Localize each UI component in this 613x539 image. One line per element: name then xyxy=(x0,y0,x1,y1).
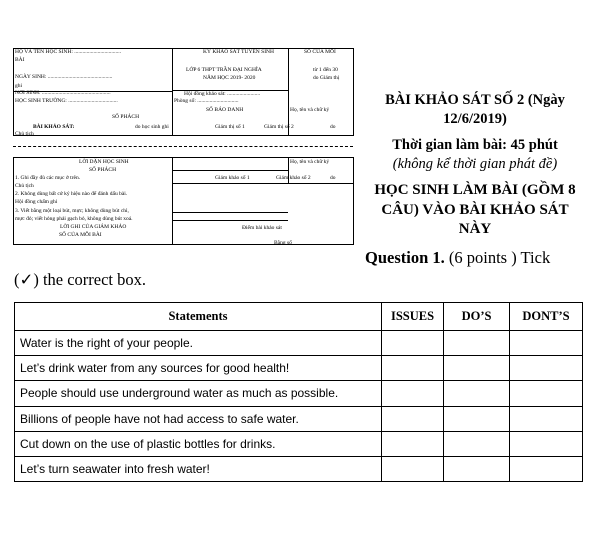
instruction-line3: NÀY xyxy=(458,221,492,237)
answer-table xyxy=(14,302,583,482)
divider xyxy=(172,183,354,184)
hoi-dong: Hội đồng khảo sát: ........................ xyxy=(184,91,261,97)
dos-checkbox[interactable] xyxy=(444,431,510,456)
rule-3: 3. Viết bằng một loại bút, mực; không dùng bút chì, xyxy=(15,208,129,214)
tu-1-den-30: từ 1 đến 30 xyxy=(313,67,338,73)
dos-checkbox[interactable] xyxy=(444,356,510,381)
lop6: LỚP 6 THPT TRẦN ĐẠI NGHĨA xyxy=(186,67,262,73)
statement-cell: Water is the right of your people. xyxy=(15,331,382,356)
divider xyxy=(172,48,173,136)
dos-checkbox[interactable] xyxy=(444,331,510,356)
bai-khao-sat: BÀI KHẢO SÁT: xyxy=(33,124,75,130)
donts-checkbox[interactable] xyxy=(510,356,583,381)
nam-hoc: NĂM HỌC 2019- 2020 xyxy=(203,75,256,81)
question-label: Question 1. xyxy=(365,248,445,267)
header-statements: Statements xyxy=(15,303,382,331)
time-note: (không kể thời gian phát đề) xyxy=(392,156,558,172)
birth-place: NƠI SINH: .................................................. xyxy=(15,90,111,96)
so-phach: SỐ PHÁCH xyxy=(112,114,140,120)
divider xyxy=(288,48,289,136)
donts-checkbox[interactable] xyxy=(510,331,583,356)
statement-cell: Let’s turn seawater into fresh water! xyxy=(15,456,382,481)
chu-tich: Chủ tịch xyxy=(15,131,34,137)
table-row xyxy=(15,406,583,431)
header-donts: DONT’S xyxy=(510,303,583,331)
chu-tich-2: Chủ tịch xyxy=(15,183,34,189)
ho-ten-chu-ky-2: Họ, tên và chữ ký xyxy=(290,159,330,165)
do-label-2: do xyxy=(330,175,336,181)
hoi-dong-cham: Hội đồng chấm ghi xyxy=(15,199,58,205)
student-name: HỌ VÀ TÊN HỌC SINH: .................................. xyxy=(15,49,121,55)
dos-checkbox[interactable] xyxy=(444,381,510,406)
do-label: do xyxy=(330,124,336,130)
loi-dan: LỜI DẶN HỌC SINH xyxy=(79,159,129,165)
diem-bai: Điểm bài khảo sát xyxy=(242,225,282,231)
issues-checkbox[interactable] xyxy=(382,456,444,481)
table-row xyxy=(15,381,583,406)
divider xyxy=(172,220,288,221)
donts-checkbox[interactable] xyxy=(510,456,583,481)
table-row xyxy=(15,331,583,356)
rule-2: 2. Không dùng bất cứ ký hiệu nào để đánh dấu bài. xyxy=(15,191,128,197)
table-row xyxy=(15,456,583,481)
birth-date: NGÀY SINH: ............................................... xyxy=(15,74,113,80)
dos-checkbox[interactable] xyxy=(444,456,510,481)
bang-so: Bằng số xyxy=(274,240,292,246)
ky-khao-sat: KỲ KHẢO SÁT TUYỂN SINH xyxy=(203,49,274,55)
rule-3b: mực đỏ; viết hỏng phải gạch bỏ, không dùng bút xoá. xyxy=(15,216,133,222)
do-hoc-sinh-ghi: do học sinh ghi xyxy=(135,124,169,130)
statement-cell: Let’s drink water from any sources for good health! xyxy=(15,356,382,381)
issues-checkbox[interactable] xyxy=(382,331,444,356)
divider xyxy=(172,170,288,171)
statement-cell: Billions of people have not had access to safe water. xyxy=(15,406,382,431)
table-row xyxy=(15,356,583,381)
survey-title-line1: BÀI KHẢO SÁT SỐ 2 (Ngày xyxy=(385,92,565,108)
divider xyxy=(172,212,288,213)
question-heading xyxy=(365,248,550,268)
phong-so: Phòng số: .............................. xyxy=(174,98,239,104)
dos-checkbox[interactable] xyxy=(444,406,510,431)
survey-title-line2: 12/6/2019) xyxy=(443,111,507,127)
so-cua-moi-bai: SỐ CỦA MỖI BÀI xyxy=(59,232,102,238)
ghi-label: ghi xyxy=(15,83,23,89)
school: HỌC SINH TRƯỜNG: .................................... xyxy=(15,98,118,104)
issues-checkbox[interactable] xyxy=(382,381,444,406)
donts-checkbox[interactable] xyxy=(510,431,583,456)
header-issues: ISSUES xyxy=(382,303,444,331)
giam-thi-1: Giám thị số 1 xyxy=(215,124,245,130)
giam-khao-2: Giám khảo số 2 xyxy=(276,175,311,181)
table-row xyxy=(15,431,583,456)
do-giam-thi: do Giám thị xyxy=(313,75,340,81)
so-phach-2: SỐ PHÁCH xyxy=(89,167,117,173)
issues-checkbox[interactable] xyxy=(382,406,444,431)
giam-thi-2: Giám thị số 2 xyxy=(264,124,294,130)
ho-ten-chu-ky: Họ, tên và chữ ký xyxy=(290,107,330,113)
cut-line xyxy=(13,146,353,147)
issues-checkbox[interactable] xyxy=(382,431,444,456)
statement-cell: People should use underground water as much as possible. xyxy=(15,381,382,406)
bai-label: BÀI xyxy=(15,57,25,63)
instruction-line1: HỌC SINH LÀM BÀI (GỒM 8 xyxy=(374,182,576,198)
rule-1: 1. Ghi đầy đủ các mục ở trên. xyxy=(15,175,81,181)
so-bao-danh: SỐ BÁO DANH xyxy=(206,107,244,113)
header-dos: DO’S xyxy=(444,303,510,331)
donts-checkbox[interactable] xyxy=(510,381,583,406)
question-continuation: (✓) the correct box. xyxy=(14,270,147,289)
table-header-row xyxy=(15,303,583,331)
loi-ghi: LỜI GHI CỦA GIÁM KHẢO xyxy=(60,224,127,230)
time-limit: Thời gian làm bài: 45 phút xyxy=(392,137,558,153)
question-points: (6 points ) Tick xyxy=(448,248,551,267)
donts-checkbox[interactable] xyxy=(510,406,583,431)
statement-cell: Cut down on the use of plastic bottles for drinks. xyxy=(15,431,382,456)
instruction-line2: CÂU) VÀO BÀI KHẢO SÁT xyxy=(381,202,569,218)
issues-checkbox[interactable] xyxy=(382,356,444,381)
so-cua-moi: SỐ CỦA MỖI xyxy=(304,49,336,55)
giam-khao-1: Giám khảo số 1 xyxy=(215,175,250,181)
